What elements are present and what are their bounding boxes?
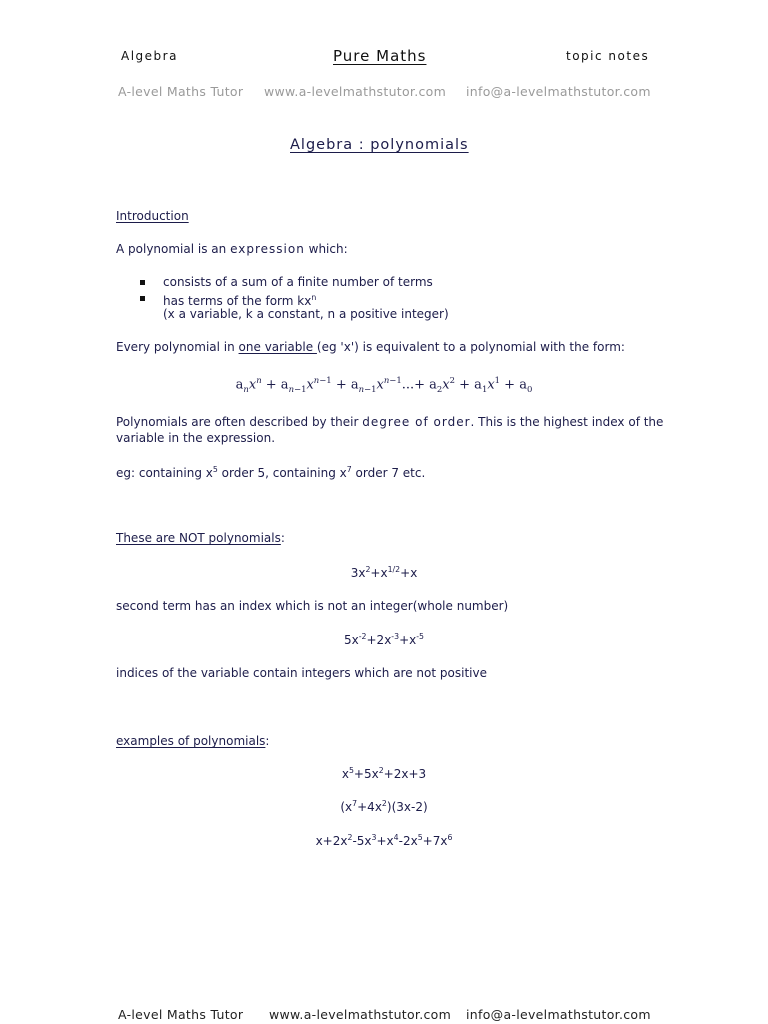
subheader-org: A-level Maths Tutor — [118, 84, 244, 99]
example-formula-2: $(x^7+4x^2)(3x-2)$ — [340, 799, 428, 814]
examples-colon: : — [265, 734, 270, 748]
definition-bullets — [138, 274, 449, 322]
every-before: Every polynomial in — [116, 340, 239, 354]
header-doc-type: topic notes — [566, 49, 650, 63]
header-topic: Algebra — [121, 49, 178, 63]
bullet-item — [138, 290, 449, 306]
degree-before: Polynomials are often described by their — [116, 415, 363, 429]
bullet-note — [138, 306, 449, 322]
general-form-formula: $a_nx^n + a_{n-1}x^{n-1} + a_{n-1}x^{n-1}...+ a_2x^2 + a_1x^1 + a_0$ — [235, 375, 533, 394]
not-polys-colon: : — [280, 531, 285, 545]
non-poly-formula-1: $3x^2+x^{1/2}+x$ — [350, 565, 418, 580]
not-polys-heading-line — [116, 531, 285, 545]
non-poly-note-2: indices of the variable contain integers which are not positive — [116, 666, 487, 680]
bullet-text: has terms of the form kx — [163, 294, 312, 308]
subheader-website[interactable]: www.a-levelmathstutor.com — [264, 84, 447, 99]
eg-exponent-2: 7 — [346, 465, 352, 474]
intro-heading: Introduction — [116, 209, 189, 223]
bullet-note-text: (x a variable, k a constant, n a positive integer) — [163, 307, 449, 321]
eg-mid: order 5, containing x — [217, 466, 347, 480]
bullet-icon — [140, 280, 145, 285]
degree-after: . This is the highest index of the — [470, 415, 664, 429]
page-title: Algebra : polynomials — [290, 137, 469, 153]
footer-org: A-level Maths Tutor — [118, 1007, 244, 1022]
one-variable-link: one variable — [238, 340, 317, 354]
bullet-item — [138, 274, 449, 290]
non-poly-formula-2: $5x^{-2}+2x^{-3}+x^{-5}$ — [343, 632, 425, 647]
definition-before: A polynomial is an — [116, 242, 231, 256]
example-formula-1: $x^5+5x^2+2x+3$ — [341, 766, 427, 781]
definition-line — [116, 242, 348, 256]
footer-email[interactable]: info@a-levelmathstutor.com — [466, 1007, 651, 1022]
every-poly-line — [116, 340, 625, 354]
bullet-exponent: n — [311, 293, 317, 302]
definition-after: which: — [304, 242, 348, 256]
bullet-text: consists of a sum of a finite number of terms — [163, 275, 433, 289]
degree-line-1 — [116, 415, 663, 429]
bullet-icon — [140, 296, 145, 301]
example-formula-3: $x+2x^2-5x^3+x^4-2x^5+7x^6$ — [315, 833, 453, 848]
degree-term: degree of order — [362, 415, 471, 429]
eg-prefix: eg: containing x — [116, 466, 213, 480]
definition-term: expression — [230, 242, 305, 256]
examples-heading-line — [116, 734, 269, 748]
header-subject: Pure Maths — [333, 47, 427, 65]
eg-suffix: order 7 etc. — [351, 466, 426, 480]
subheader-email[interactable]: info@a-levelmathstutor.com — [466, 84, 651, 99]
degree-example — [116, 465, 425, 480]
non-poly-note-1: second term has an index which is not an integer(whole number) — [116, 599, 509, 613]
every-after: (eg 'x') is equivalent to a polynomial with the form: — [316, 340, 625, 354]
examples-heading: examples of polynomials — [116, 734, 266, 748]
eg-exponent-1: 5 — [212, 465, 218, 474]
degree-line-2: variable in the expression. — [116, 431, 276, 445]
not-polys-heading: These are NOT polynomials — [116, 531, 281, 545]
footer-website[interactable]: www.a-levelmathstutor.com — [269, 1007, 452, 1022]
